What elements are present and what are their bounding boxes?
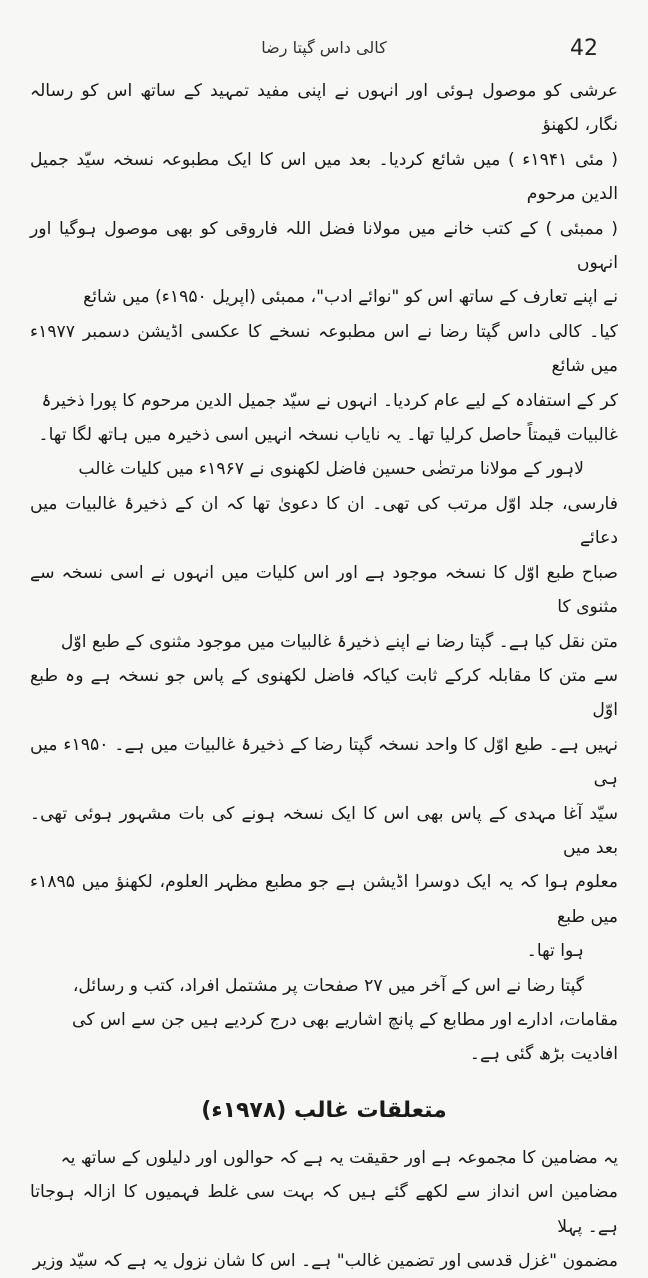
text-line: نے اپنے تعارف کے ساتھ اس کو "نوائے ادب"، ممبئی (اپریل ۱۹۵۰ء) میں شائع	[83, 287, 618, 308]
running-title: کالی داس گپتا رضا	[261, 38, 387, 57]
text-line: افادیت بڑھ گئی ہے۔	[469, 1044, 618, 1065]
paragraph-1	[30, 74, 618, 452]
text-line: متن نقل کیا ہے۔ گپتا رضا نے اپنے ذخیرۂ غالبیات میں موجود مثنوی کے طبع اوّل	[60, 631, 618, 652]
section-heading: متعلقات غالب (۱۹۷۸ء)	[201, 1097, 447, 1123]
text-line: نہیں ہے۔ طبع اوّل کا واحد نسخہ گپتا رضا کے ذخیرۂ غالبیات میں ہے۔ ۱۹۵۰ء میں ہی	[30, 734, 618, 790]
text-line: سے متن کا مقابلہ کرکے ثابت کیاکہ فاضل لکھنوی کے پاس جو نسخہ ہے وہ طبع اوّل	[30, 665, 618, 721]
text-line: کر کے استفادہ کے لیے عام کردیا۔ انہوں نے سیّد جمیل الدین مرحوم کا پورا ذخیرۂ	[41, 390, 618, 411]
text-line: ( ممبئی ) کے کتب خانے میں مولانا فضل اللہ فاروقی کو بھی موصول ہوگیا اور انہوں	[30, 218, 618, 274]
page-number: 42	[570, 36, 598, 61]
text-line: مضامین اس انداز سے لکھے گئے ہیں کہ بہت سی غلط فہمیوں کا ازالہ ہوجاتا ہے۔ پہلا	[30, 1182, 618, 1237]
text-line: سیّد آغا مہدی کے پاس بھی اس کا ایک نسخہ ہونے کی بات مشہور ہوئی تھی۔ بعد میں	[30, 803, 618, 858]
text-line: ہوا تھا۔	[526, 941, 584, 962]
text-line: مضمون "غزل قدسی اور تضمین غالب" ہے۔ اس کا شان نزول یہ ہے کہ سیّد وزیر	[32, 1251, 618, 1271]
paragraph-2	[30, 452, 618, 968]
text-line: عرشی کو موصول ہوئی اور انہوں نے اپنی مفید تمہید کے ساتھ اس کو رسالہ نگار، لکھنؤ	[30, 81, 618, 136]
text-line: غالبیات قیمتاً حاصل کرلیا تھا۔ یہ نایاب نسخہ انہیں اسی ذخیرہ میں ہاتھ لگا تھا۔	[38, 425, 618, 446]
paragraph-3	[30, 969, 618, 1072]
text-line: لاہور کے مولانا مرتضٰی حسین فاضل لکھنوی نے ۱۹۶۷ء میں کلیات غالب	[78, 459, 584, 480]
paragraph-4	[30, 1141, 618, 1278]
text-line: ( مئی ۱۹۴۱ء ) میں شائع کردیا۔ بعد میں اس کا ایک مطبوعہ نسخہ سیّد جمیل الدین مرحوم	[30, 149, 618, 205]
page-header	[30, 34, 618, 74]
text-line: یہ مضامین کا مجموعہ ہے اور حقیقت یہ ہے کہ حوالوں اور دلیلوں کے ساتھ یہ	[60, 1147, 618, 1168]
text-line: کیا۔ کالی داس گپتا رضا نے اس مطبوعہ نسخے کا عکسی اڈیشن دسمبر ۱۹۷۷ء میں شائع	[30, 321, 618, 377]
text-line: مقامات، ادارے اور مطابع کے پانچ اشاریے بھی درج کردیے ہیں جن سے اس کی	[72, 1009, 618, 1030]
text-line: گپتا رضا نے اس کے آخر میں ۲۷ صفحات پر مشتمل افراد، کتب و رسائل،	[72, 975, 584, 996]
text-line: معلوم ہوا کہ یہ ایک دوسرا اڈیشن ہے جو مطبع مظہر العلوم، لکھنؤ میں ۱۸۹۵ء میں طبع	[30, 872, 618, 927]
text-line: فارسی، جلد اوّل مرتب کی تھی۔ ان کا دعویٰ تھا کہ ان کے ذخیرۂ غالبیات میں دعائے	[30, 493, 618, 549]
text-line: صباح طبع اوّل کا نسخہ موجود ہے اور اس کلیات میں انہوں نے اسی نسخہ سے مثنوی کا	[30, 562, 618, 618]
